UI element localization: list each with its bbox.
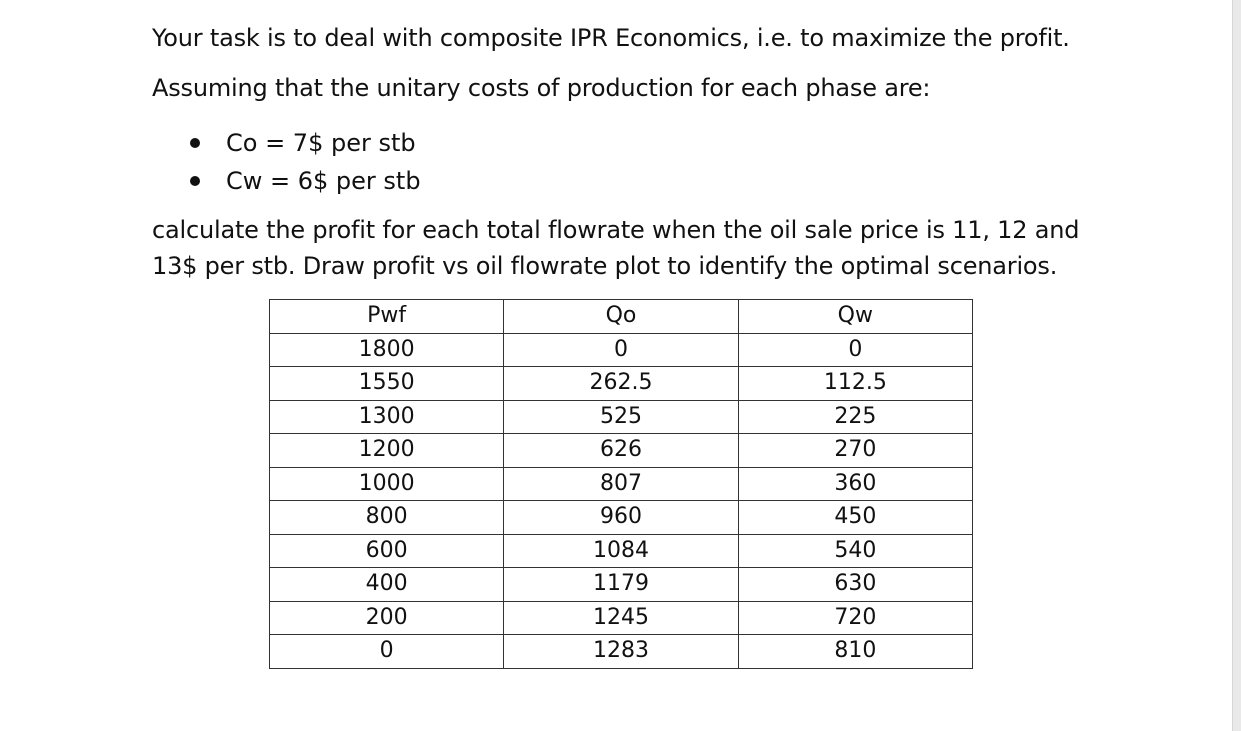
table-header-row [270, 300, 973, 334]
cell-qw: 720 [738, 601, 972, 635]
cell-qw: 225 [738, 400, 972, 434]
cost-list [188, 124, 421, 200]
table-row [270, 635, 973, 669]
cell-qw: 0 [738, 333, 972, 367]
cell-pwf: 800 [270, 501, 504, 535]
cell-qo: 807 [504, 467, 738, 501]
cell-pwf: 600 [270, 534, 504, 568]
ipr-data-table [269, 299, 973, 669]
header-qo: Qo [504, 300, 738, 334]
cell-qw: 360 [738, 467, 972, 501]
cell-pwf: 400 [270, 568, 504, 602]
table-row [270, 501, 973, 535]
header-qw: Qw [738, 300, 972, 334]
cell-pwf: 1800 [270, 333, 504, 367]
cell-pwf: 0 [270, 635, 504, 669]
instruction-line: 13$ per stb. Draw profit vs oil flowrate plot to identify the optimal scenarios. [152, 252, 1058, 280]
cell-qo: 525 [504, 400, 738, 434]
cell-pwf: 200 [270, 601, 504, 635]
cell-qo: 1179 [504, 568, 738, 602]
cell-qo: 960 [504, 501, 738, 535]
cell-qw: 630 [738, 568, 972, 602]
cell-qw: 270 [738, 434, 972, 468]
cell-qo: 0 [504, 333, 738, 367]
cell-qo: 1283 [504, 635, 738, 669]
cell-qw: 112.5 [738, 367, 972, 401]
cell-qw: 450 [738, 501, 972, 535]
bullet-icon [190, 138, 200, 148]
task-statement: Your task is to deal with composite IPR Economics, i.e. to maximize the profit. [152, 24, 1070, 52]
cell-qo: 626 [504, 434, 738, 468]
cell-pwf: 1000 [270, 467, 504, 501]
assumption-statement: Assuming that the unitary costs of production for each phase are: [152, 74, 931, 102]
table-row [270, 434, 973, 468]
cell-qw: 810 [738, 635, 972, 669]
table-row [270, 400, 973, 434]
table-row [270, 534, 973, 568]
cost-item-water [188, 162, 421, 200]
cell-qo: 1245 [504, 601, 738, 635]
cell-pwf: 1300 [270, 400, 504, 434]
cost-item-label: Co = 7$ per stb [226, 129, 416, 157]
table-row [270, 467, 973, 501]
table-row [270, 601, 973, 635]
cell-pwf: 1550 [270, 367, 504, 401]
cell-qo: 1084 [504, 534, 738, 568]
header-pwf: Pwf [270, 300, 504, 334]
cell-pwf: 1200 [270, 434, 504, 468]
table-row [270, 333, 973, 367]
table-row [270, 367, 973, 401]
cell-qw: 540 [738, 534, 972, 568]
cell-qo: 262.5 [504, 367, 738, 401]
cost-item-oil [188, 124, 421, 162]
bullet-icon [190, 176, 200, 186]
table-row [270, 568, 973, 602]
calculation-instructions [152, 212, 1079, 284]
cost-item-label: Cw = 6$ per stb [226, 167, 421, 195]
instruction-line: calculate the profit for each total flowrate when the oil sale price is 11, 12 and [152, 216, 1080, 244]
